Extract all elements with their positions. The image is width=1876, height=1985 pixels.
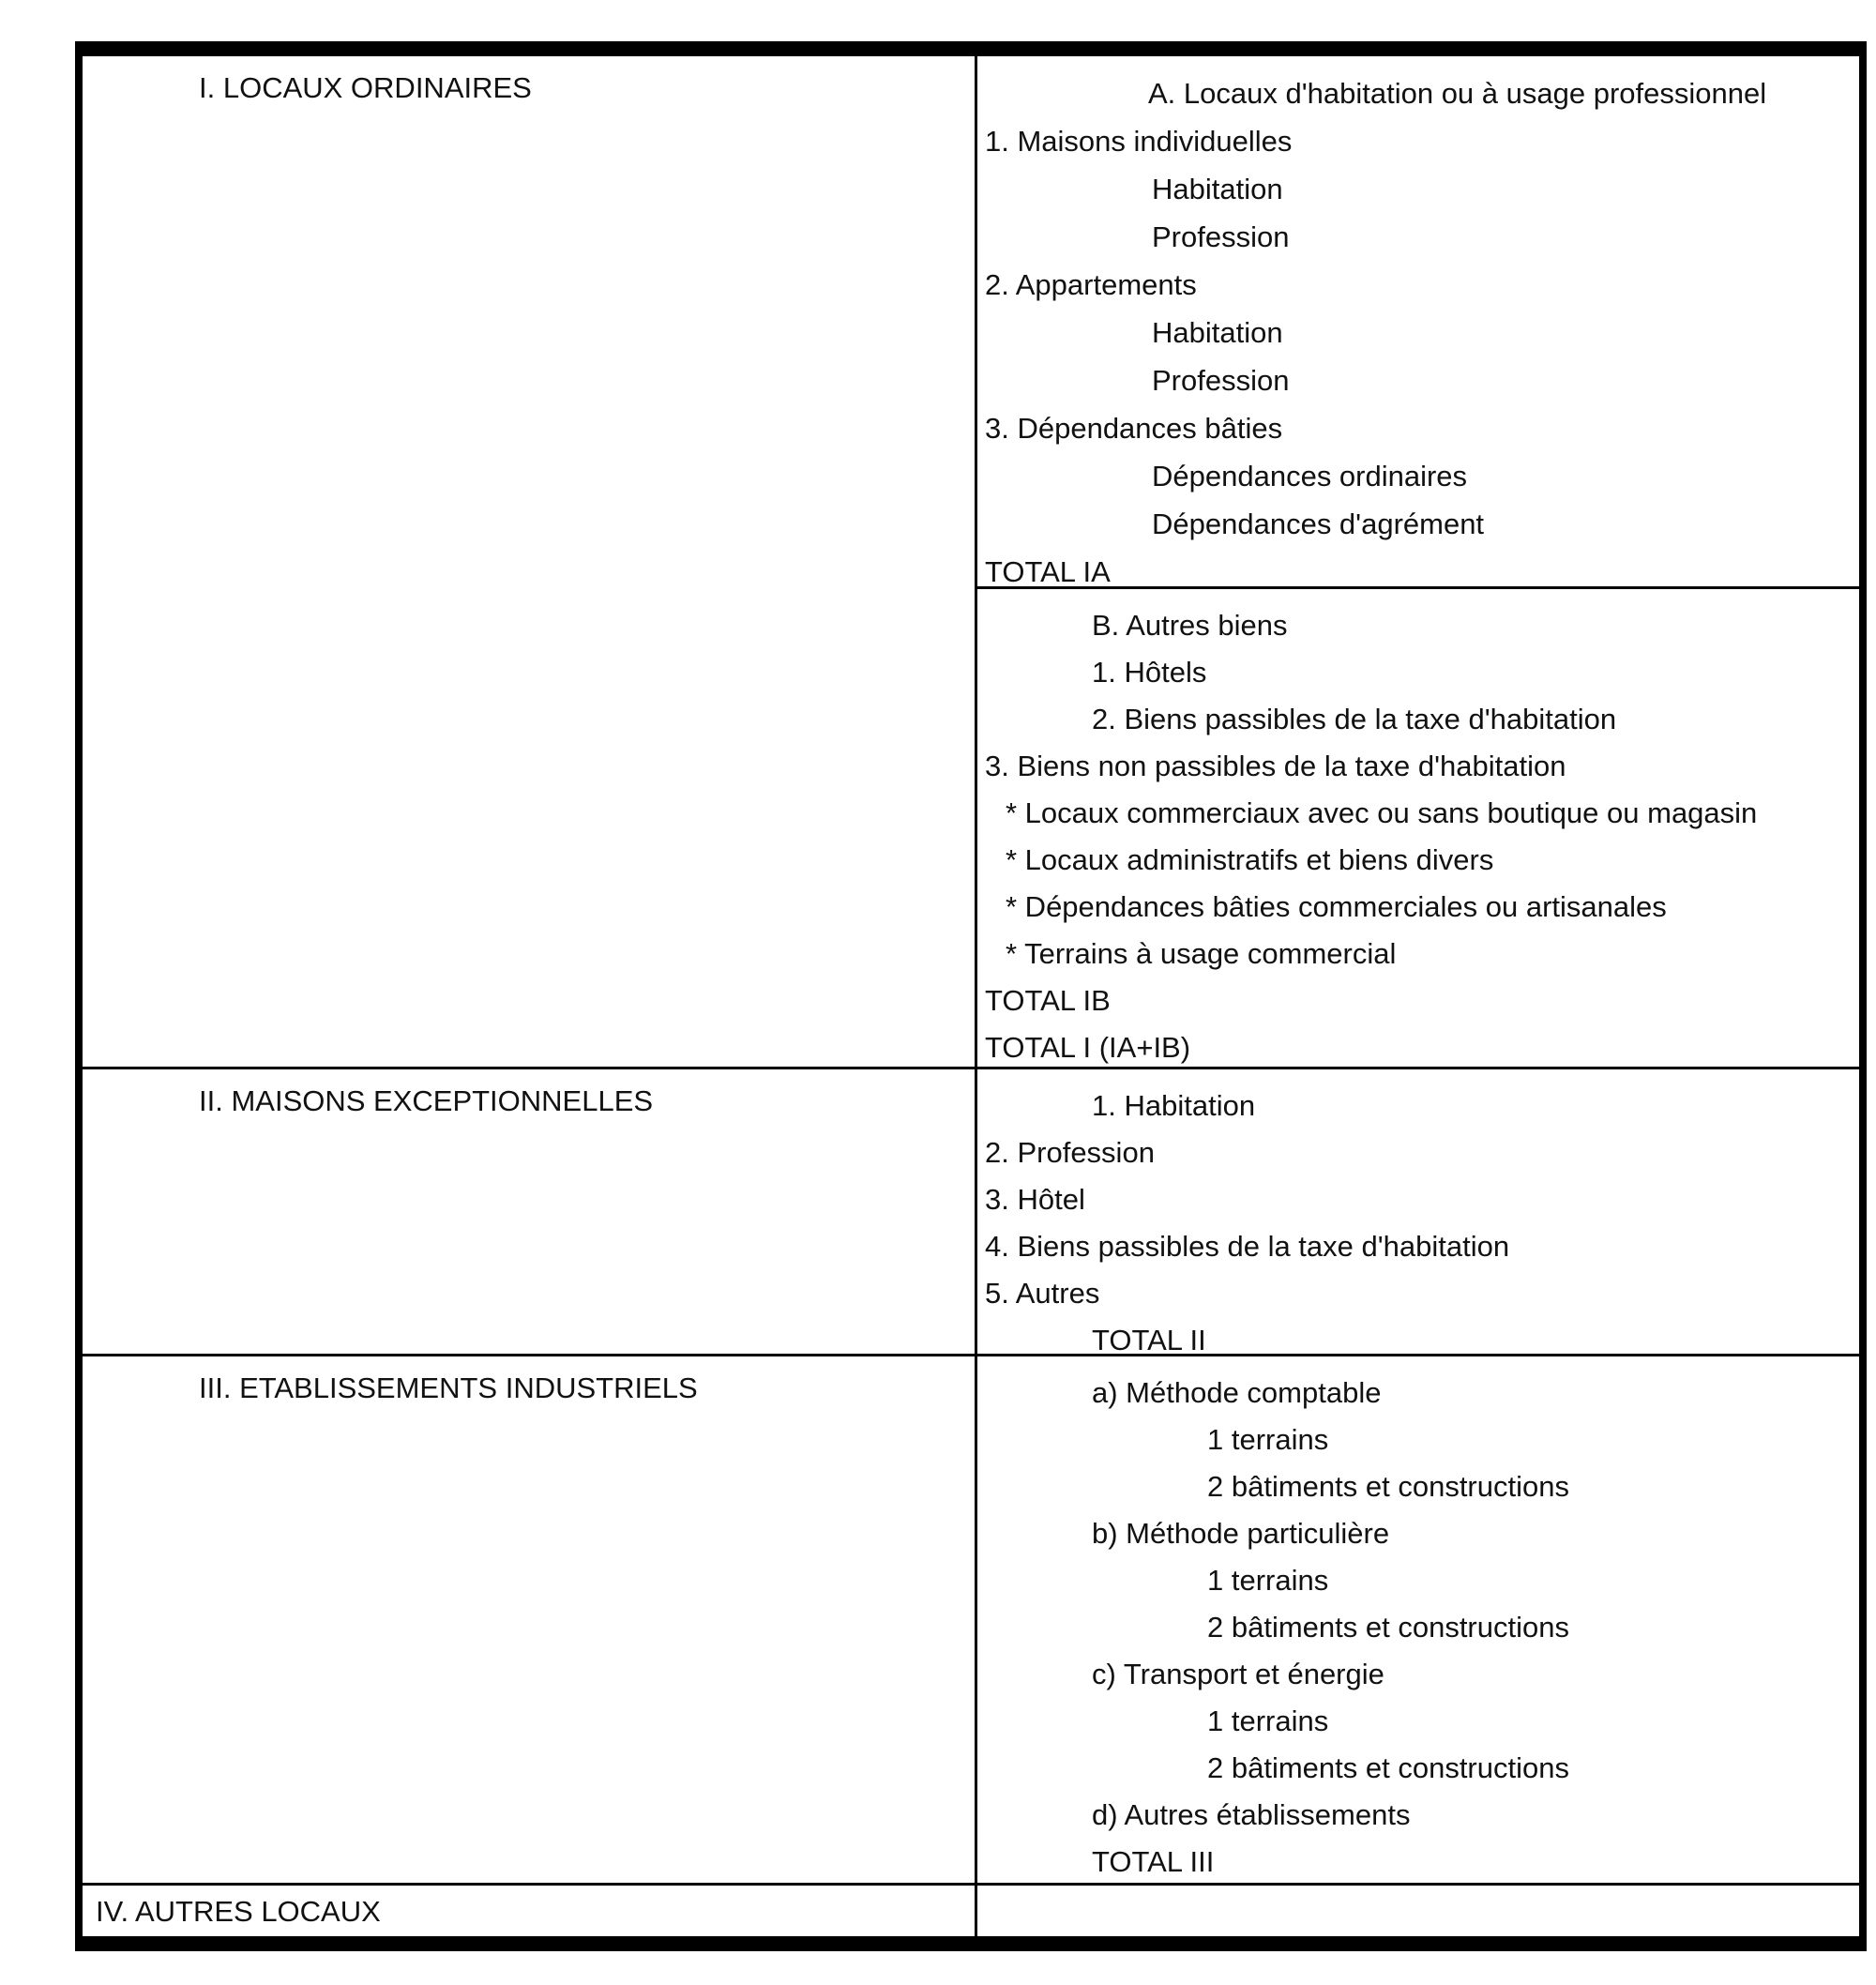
list-item: Dépendances d'agrément — [1152, 508, 1485, 540]
section-title-autres-locaux: IV. AUTRES LOCAUX — [96, 1895, 381, 1928]
section-title-etablissements-industriels: III. ETABLISSEMENTS INDUSTRIELS — [199, 1371, 698, 1404]
list-item: c) Transport et énergie — [1092, 1658, 1384, 1690]
list-item: 4. Biens passibles de la taxe d'habitation — [985, 1230, 1510, 1263]
subsection-b-block — [977, 589, 1859, 1071]
list-item: 2. Biens passibles de la taxe d'habitation — [1092, 703, 1617, 735]
list-item: * Locaux administratifs et biens divers — [1006, 843, 1494, 876]
row-autres-locaux — [83, 1886, 1859, 1936]
category-cell — [83, 56, 977, 1067]
list-item: 2 bâtiments et constructions — [1207, 1470, 1569, 1503]
detail-cell — [977, 56, 1859, 1067]
list-item: 3. Biens non passibles de la taxe d'habitation — [985, 750, 1566, 782]
detail-cell — [977, 1069, 1859, 1354]
section-title-locaux-ordinaires: I. LOCAUX ORDINAIRES — [199, 71, 532, 104]
subsection-a-block — [977, 56, 1859, 589]
items-block — [977, 1069, 1859, 1364]
total-line: TOTAL IA — [985, 555, 1111, 588]
category-cell — [83, 1886, 977, 1936]
list-item: Dépendances ordinaires — [1152, 460, 1468, 492]
items-block — [977, 1356, 1859, 1886]
total-line: TOTAL II — [1092, 1324, 1206, 1356]
list-item: 1. Habitation — [1092, 1089, 1256, 1122]
list-item: 2. Profession — [985, 1136, 1155, 1169]
list-item: Habitation — [1152, 316, 1283, 349]
row-etablissements-industriels — [83, 1356, 1859, 1886]
list-item: 1 terrains — [1207, 1564, 1329, 1597]
empty-value — [977, 1886, 1859, 1933]
list-item: * Locaux commerciaux avec ou sans boutique ou magasin — [1006, 796, 1758, 829]
list-item: b) Méthode particulière — [1092, 1517, 1390, 1550]
list-item: Profession — [1152, 220, 1290, 253]
list-item: 1 terrains — [1207, 1705, 1329, 1737]
row-locaux-ordinaires — [83, 56, 1859, 1069]
list-item: * Terrains à usage commercial — [1006, 937, 1397, 970]
list-item: * Dépendances bâties commerciales ou artisanales — [1006, 890, 1667, 923]
list-item: 2 bâtiments et constructions — [1207, 1751, 1569, 1784]
subsection-b-heading: B. Autres biens — [1092, 609, 1288, 642]
list-item: 1 terrains — [1207, 1423, 1329, 1456]
list-item: Habitation — [1152, 173, 1283, 205]
detail-cell — [977, 1356, 1859, 1883]
list-item: 5. Autres — [985, 1277, 1100, 1310]
total-line: TOTAL IB — [985, 984, 1111, 1017]
subsection-a-heading: A. Locaux d'habitation ou à usage professionnel — [1148, 77, 1767, 110]
category-cell — [83, 1069, 977, 1354]
list-item: 3. Hôtel — [985, 1183, 1085, 1216]
list-item: 2. Appartements — [985, 268, 1197, 301]
list-item: Profession — [1152, 364, 1290, 397]
list-item: 1. Maisons individuelles — [985, 125, 1293, 158]
row-maisons-exceptionnelles — [83, 1069, 1859, 1356]
list-item: 1. Hôtels — [1092, 656, 1207, 689]
section-title-maisons-exceptionnelles: II. MAISONS EXCEPTIONNELLES — [199, 1084, 654, 1117]
property-categories-table — [75, 41, 1867, 1951]
list-item: 2 bâtiments et constructions — [1207, 1611, 1569, 1644]
total-line: TOTAL I (IA+IB) — [985, 1031, 1191, 1064]
list-item: a) Méthode comptable — [1092, 1376, 1382, 1409]
total-line: TOTAL III — [1092, 1845, 1215, 1878]
list-item: 3. Dépendances bâties — [985, 412, 1283, 445]
list-item: d) Autres établissements — [1092, 1798, 1411, 1831]
category-cell — [83, 1356, 977, 1883]
detail-cell-empty — [977, 1886, 1859, 1936]
